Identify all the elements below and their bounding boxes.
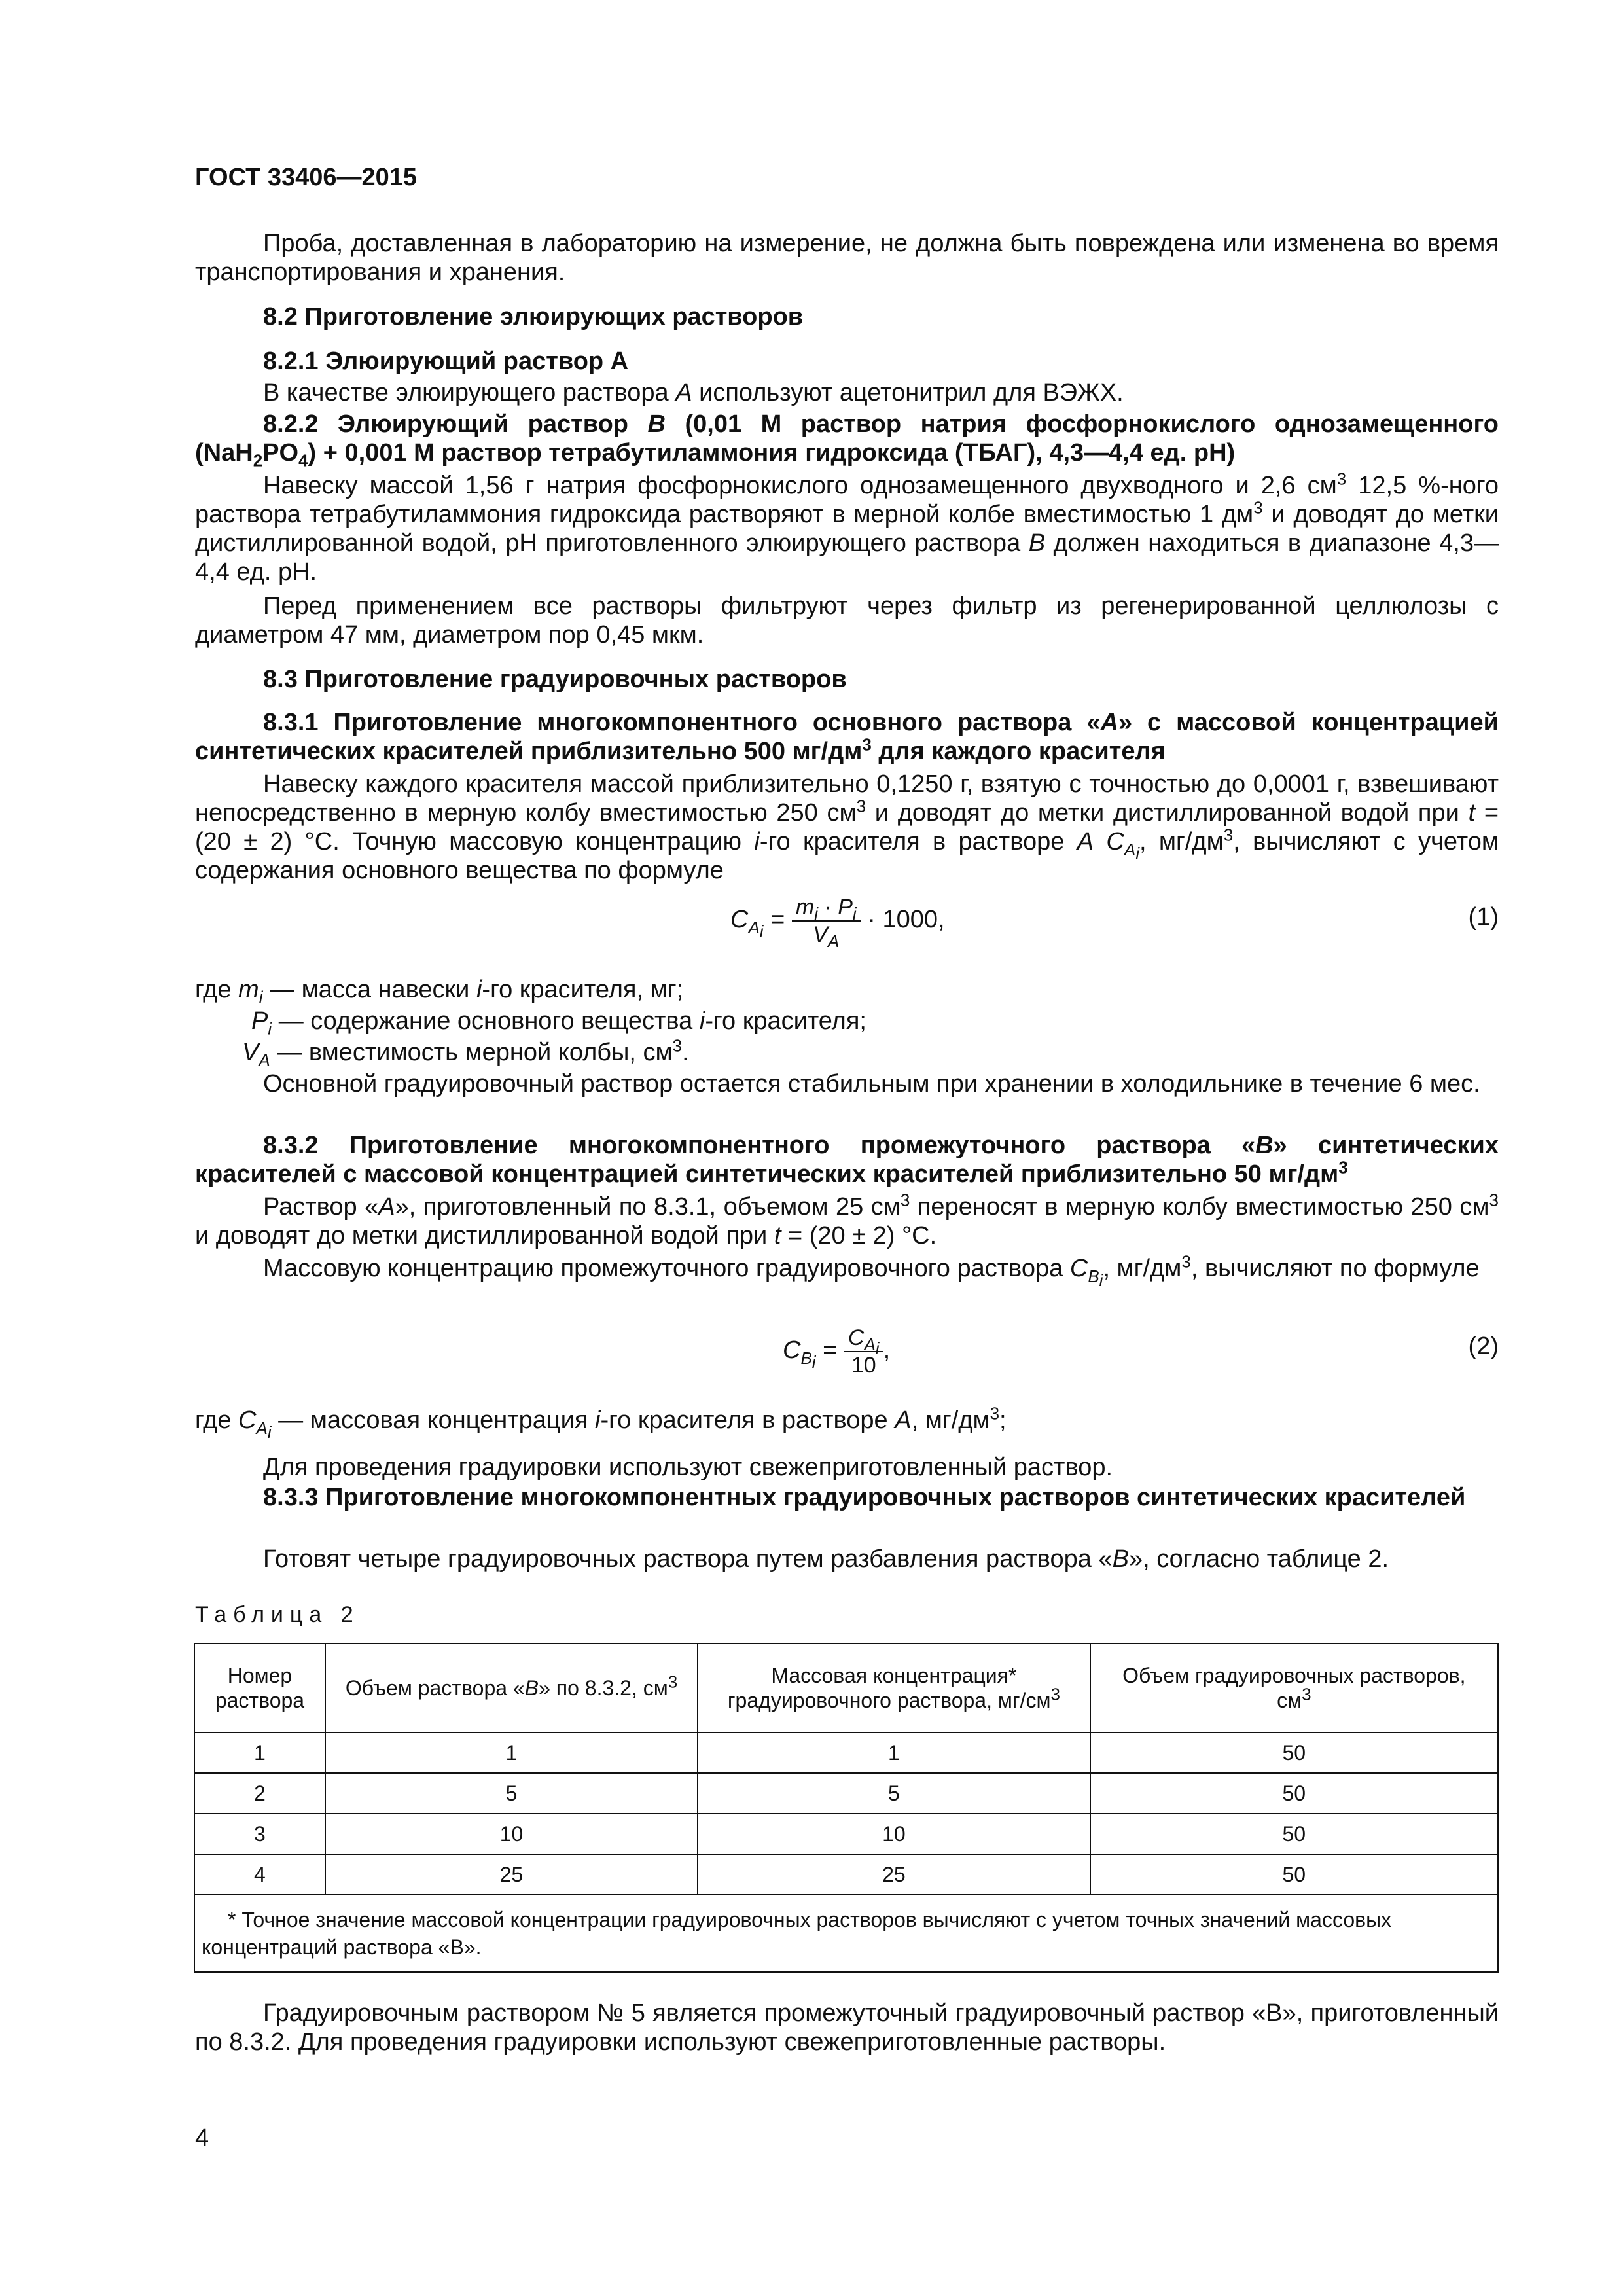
formula-2: $C_{B_i}$ = $\frac{C_{A_i}}{10}$ ,: [783, 1325, 891, 1378]
th-number: Номер раствора: [194, 1643, 325, 1732]
page-number: 4: [195, 2125, 209, 2152]
paragraph-stability: Основной градуировочный раствор остается стабильным при хранении в холодильнике в течение 6 мес.: [263, 1070, 1480, 1098]
table-row: [194, 1854, 1498, 1895]
document-header: ГОСТ 33406—2015: [195, 164, 418, 191]
th-volume-cal: Объем градуировочных растворов, $см^3$: [1090, 1643, 1498, 1732]
section-8-2-heading: 8.2 Приготовление элюирующих растворов: [263, 303, 804, 331]
table-header-row: [194, 1643, 1498, 1732]
section-8-2-2-heading: 8.2.2 Элюирующий раствор В (0,01 М раствор натрия фосфорнокислого однозамещенного $(NaH_2PO_4) + 0,001$ М раствор тетрабутиламмония гидроксида (ТБАГ), 4,3—4,4 ед. рН): [195, 410, 1499, 471]
table-row: [194, 1814, 1498, 1854]
paragraph-8-2-2-b: Перед применением все растворы фильтруют через фильтр из регенерированной целлюлозы с диаметром 47 мм, диаметром пор 0,45 мкм.: [195, 592, 1499, 649]
cell: 4: [194, 1854, 325, 1895]
table-2: [194, 1643, 1499, 1973]
where-v: $V_A$ — вместимость мерной колбы, $см^3$.: [242, 1035, 689, 1070]
cell: 2: [194, 1773, 325, 1814]
equation-number-2: (2): [1468, 1333, 1499, 1360]
formula-1: $C_{A_i}$ = $\frac{m_i \cdot P_i}{V_A}$ · 1000,: [730, 895, 945, 951]
paragraph-8-2-1: В качестве элюирующего раствора А используют ацетонитрил для ВЭЖХ.: [263, 379, 1124, 406]
cell: 10: [325, 1814, 698, 1854]
paragraph-final: Градуировочным раствором № 5 является промежуточный градуировочный раствор «В», приготовленный по 8.3.2. Для проведения градуировки используют свежеприготовленные растворы.: [195, 2000, 1499, 2056]
table-row: [194, 1773, 1498, 1814]
cell: 25: [325, 1854, 698, 1895]
table-row: [194, 1732, 1498, 1773]
section-8-3-1-heading: 8.3.1 Приготовление многокомпонентного основного раствора «А» с массовой концентрацией синтетических красителей приблизительно 500 $мг/дм^3$ для каждого красителя: [195, 709, 1499, 765]
cell: 3: [194, 1814, 325, 1854]
table-note: * Точное значение массовой концентрации градуировочных растворов вычисляют с учетом точных значений массовых концентраций раствора «В».: [194, 1895, 1498, 1972]
paragraph-8-3-1: Навеску каждого красителя массой приблизительно 0,1250 г, взятую с точностью до 0,0001 г, взвешивают непосредственно в мерную колбу вместимостью 250 $см^3$ и доводят до метки дистиллированной водой при t = (20 ± 2) °С. Точную массовую концентрацию i-го красителя в растворе А $C_{A_i}$, $мг/дм^3$, вычисляют с учетом содержания основного вещества по формуле: [195, 770, 1499, 884]
paragraph-8-3-2-a: Раствор «А», приготовленный по 8.3.1, объемом 25 $см^3$ переносят в мерную колбу вместимостью 250 $см^3$ и доводят до метки дистиллированной водой при t = (20 ± 2) °С.: [195, 1190, 1499, 1249]
cell: 50: [1090, 1732, 1498, 1773]
equation-number-1: (1): [1468, 903, 1499, 931]
cell: 50: [1090, 1854, 1498, 1895]
paragraph-fresh: Для проведения градуировки используют свежеприготовленный раствор.: [263, 1454, 1113, 1481]
th-concentration: Массовая концентрация* градуировочного раствора, $мг/см^3$: [698, 1643, 1090, 1732]
table-caption: Таблица 2: [195, 1602, 360, 1627]
cell: 1: [325, 1732, 698, 1773]
cell: 10: [698, 1814, 1090, 1854]
cell: 50: [1090, 1773, 1498, 1814]
cell: 5: [698, 1773, 1090, 1814]
section-8-3-heading: 8.3 Приготовление градуировочных растворов: [263, 666, 847, 693]
table-note-row: [194, 1895, 1498, 1972]
cell: 5: [325, 1773, 698, 1814]
paragraph-8-2-2-a: Навеску массой 1,56 г натрия фосфорнокислого однозамещенного двухводного и 2,6 $см^3$ 12,5 %-ного раствора тетрабутиламмония гидроксида растворяют в мерной колбе вместимостью 1 $дм^3$ и доводят до метки дистиллированной водой, рН приготовленного элюирующего раствора В должен находиться в диапазоне 4,3—4,4 ед. рН.: [195, 469, 1499, 586]
where-ca: где $C_{A_i}$ — массовая концентрация i-го красителя в растворе А, $мг/дм^3$;: [195, 1403, 1007, 1442]
section-8-2-1-heading: 8.2.1 Элюирующий раствор А: [263, 348, 629, 375]
cell: 25: [698, 1854, 1090, 1895]
paragraph-intro: Проба, доставленная в лабораторию на измерение, не должна быть повреждена или изменена во время транспортирования и хранения.: [195, 230, 1499, 286]
where-p: $P_i$ — содержание основного вещества i-го красителя;: [251, 1007, 866, 1039]
section-8-3-3-heading: 8.3.3 Приготовление многокомпонентных градуировочных растворов синтетических красителей: [263, 1484, 1466, 1511]
cell: 1: [698, 1732, 1090, 1773]
where-m: где $m_i$ — масса навески i-го красителя, мг;: [195, 976, 684, 1007]
paragraph-8-3-2-b: Массовую концентрацию промежуточного градуировочного раствора $C_{B_i}$, $мг/дм^3$, вычисляют по формуле: [263, 1251, 1480, 1290]
cell: 1: [194, 1732, 325, 1773]
cell: 50: [1090, 1814, 1498, 1854]
section-8-3-2-heading: 8.3.2 Приготовление многокомпонентного промежуточного раствора «В» синтетических красителей с массовой концентрацией синтетических красителей приблизительно 50 $мг/дм^3$: [195, 1132, 1499, 1188]
paragraph-8-3-3: Готовят четыре градуировочных раствора путем разбавления раствора «В», согласно таблице 2.: [263, 1545, 1389, 1573]
th-volume-b: Объем раствора «В» по 8.3.2, $см^3$: [325, 1643, 698, 1732]
